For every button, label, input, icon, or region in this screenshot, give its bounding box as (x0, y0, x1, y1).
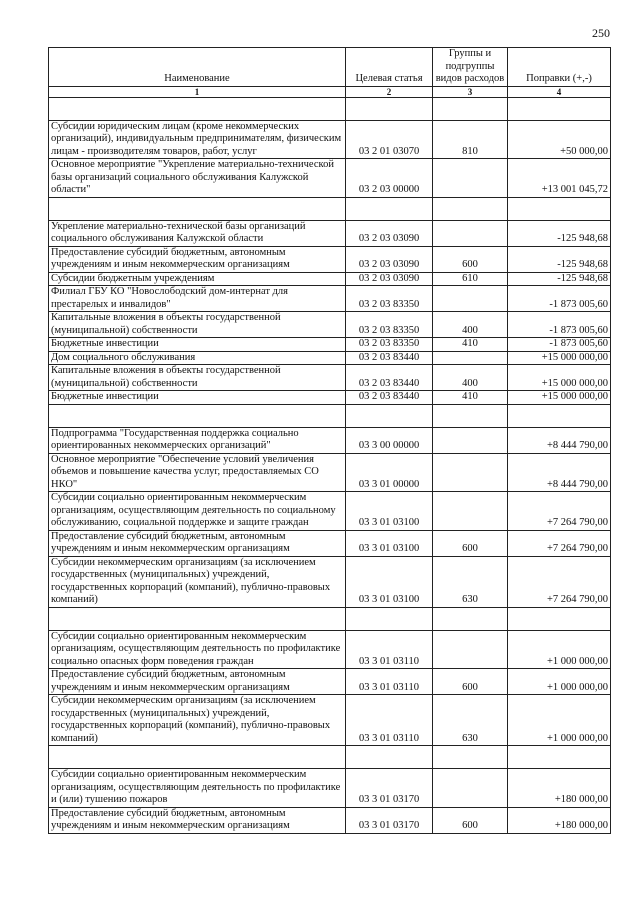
empty-cell (49, 197, 346, 220)
group-code-cell: 600 (433, 669, 508, 695)
name-cell: Субсидии юридическим лицам (кроме некоммерческих организаций), индивидуальным предпринимателям, физическим лицам - производителям товаров, работ, услуг (49, 120, 346, 159)
target-code-cell: 03 2 03 83440 (346, 351, 433, 365)
group-code-cell: 410 (433, 391, 508, 405)
group-code-cell: 600 (433, 807, 508, 833)
group-code-cell (433, 159, 508, 198)
group-code-cell: 410 (433, 338, 508, 352)
table-row (49, 453, 611, 492)
table-row (49, 769, 611, 808)
amount-cell: +50 000,00 (508, 120, 611, 159)
amount-cell: -1 873 005,60 (508, 338, 611, 352)
target-code-cell: 03 3 01 03100 (346, 492, 433, 531)
empty-cell (346, 746, 433, 769)
column-number: 2 (346, 86, 433, 97)
amount-cell: +1 000 000,00 (508, 669, 611, 695)
target-code-cell: 03 2 03 03090 (346, 246, 433, 272)
name-cell: Предоставление субсидий бюджетным, автономным учреждениям и иным некоммерческим организациям (49, 669, 346, 695)
column-number: 3 (433, 86, 508, 97)
name-cell: Основное мероприятие "Укрепление материально-технической базы организаций социального обслуживания Калужской области" (49, 159, 346, 198)
group-code-cell (433, 427, 508, 453)
amount-cell: -125 948,68 (508, 220, 611, 246)
group-code-cell: 600 (433, 530, 508, 556)
name-cell: Предоставление субсидий бюджетным, автономным учреждениям и иным некоммерческим организациям (49, 530, 346, 556)
target-code-cell: 03 3 01 03170 (346, 769, 433, 808)
column-number: 1 (49, 86, 346, 97)
group-code-cell: 400 (433, 312, 508, 338)
amount-cell: +15 000 000,00 (508, 351, 611, 365)
table-row (49, 492, 611, 531)
table-row (49, 338, 611, 352)
table-row (49, 630, 611, 669)
name-cell: Бюджетные инвестиции (49, 391, 346, 405)
target-code-cell: 03 3 01 03110 (346, 630, 433, 669)
empty-cell (346, 197, 433, 220)
group-code-cell: 630 (433, 695, 508, 746)
target-code-cell: 03 3 01 03110 (346, 669, 433, 695)
amount-cell: +15 000 000,00 (508, 365, 611, 391)
amount-cell: -125 948,68 (508, 246, 611, 272)
target-code-cell: 03 2 03 03090 (346, 272, 433, 286)
empty-cell (49, 607, 346, 630)
table-row (49, 365, 611, 391)
table-row (49, 695, 611, 746)
target-code-cell: 03 3 01 00000 (346, 453, 433, 492)
table-row (49, 351, 611, 365)
amount-cell: +7 264 790,00 (508, 556, 611, 607)
table-row (49, 530, 611, 556)
table-row (49, 246, 611, 272)
empty-cell (508, 746, 611, 769)
name-cell: Предоставление субсидий бюджетным, автономным учреждениям и иным некоммерческим организациям (49, 807, 346, 833)
empty-cell (433, 746, 508, 769)
amount-cell: +7 264 790,00 (508, 530, 611, 556)
page-number: 250 (592, 26, 610, 40)
amount-cell: +8 444 790,00 (508, 427, 611, 453)
table-row (49, 556, 611, 607)
empty-cell (508, 97, 611, 120)
header-target: Целевая статья (346, 48, 433, 87)
empty-cell (346, 404, 433, 427)
amount-cell: +7 264 790,00 (508, 492, 611, 531)
amount-cell: +15 000 000,00 (508, 391, 611, 405)
empty-cell (433, 97, 508, 120)
group-code-cell: 600 (433, 246, 508, 272)
target-code-cell: 03 2 03 83350 (346, 338, 433, 352)
spacer-row (49, 607, 611, 630)
name-cell: Дом социального обслуживания (49, 351, 346, 365)
spacer-row (49, 197, 611, 220)
amount-cell: +180 000,00 (508, 807, 611, 833)
name-cell: Основное мероприятие "Обеспечение условий увеличения объемов и повышение качества услуг, предоставляемых СО НКО" (49, 453, 346, 492)
target-code-cell: 03 2 03 83350 (346, 312, 433, 338)
empty-cell (433, 607, 508, 630)
name-cell: Филиал ГБУ КО "Новослободский дом-интернат для престарелых и инвалидов" (49, 286, 346, 312)
header-group: Группы и подгруппы видов расходов (433, 48, 508, 87)
name-cell: Предоставление субсидий бюджетным, автономным учреждениям и иным некоммерческим организациям (49, 246, 346, 272)
spacer-row (49, 404, 611, 427)
name-cell: Подпрограмма "Государственная поддержка социально ориентированных некоммерческих организаций" (49, 427, 346, 453)
table-row (49, 312, 611, 338)
target-code-cell: 03 3 01 03100 (346, 530, 433, 556)
empty-cell (508, 404, 611, 427)
table-row (49, 807, 611, 833)
header-amount: Поправки (+,-) (508, 48, 611, 87)
empty-cell (49, 97, 346, 120)
empty-cell (508, 197, 611, 220)
column-number-row (49, 86, 611, 97)
target-code-cell: 03 3 00 00000 (346, 427, 433, 453)
name-cell: Субсидии некоммерческим организациям (за исключением государственных (муниципальных) учреждений, государственных корпораций (компаний), публично-правовых компаний) (49, 556, 346, 607)
table-row (49, 272, 611, 286)
group-code-cell: 630 (433, 556, 508, 607)
target-code-cell: 03 3 01 03170 (346, 807, 433, 833)
amount-cell: -125 948,68 (508, 272, 611, 286)
table-row (49, 120, 611, 159)
amount-cell: -1 873 005,60 (508, 312, 611, 338)
group-code-cell (433, 351, 508, 365)
table-row (49, 669, 611, 695)
name-cell: Субсидии социально ориентированным некоммерческим организациям, осуществляющим деятельность по профилактике социально опасных форм поведения граждан (49, 630, 346, 669)
group-code-cell: 810 (433, 120, 508, 159)
spacer-row (49, 97, 611, 120)
table-row (49, 391, 611, 405)
name-cell: Субсидии социально ориентированным некоммерческим организациям, осуществляющим деятельность по социальному обслуживанию, социальной поддержке и защите граждан (49, 492, 346, 531)
name-cell: Бюджетные инвестиции (49, 338, 346, 352)
group-code-cell (433, 769, 508, 808)
name-cell: Капитальные вложения в объекты государственной (муниципальной) собственности (49, 365, 346, 391)
amount-cell: -1 873 005,60 (508, 286, 611, 312)
target-code-cell: 03 2 03 00000 (346, 159, 433, 198)
table-row (49, 220, 611, 246)
empty-cell (346, 607, 433, 630)
table-row (49, 427, 611, 453)
name-cell: Субсидии социально ориентированным некоммерческим организациям, осуществляющим деятельность по профилактике и (или) тушению пожаров (49, 769, 346, 808)
empty-cell (508, 607, 611, 630)
empty-cell (49, 746, 346, 769)
target-code-cell: 03 3 01 03110 (346, 695, 433, 746)
group-code-cell (433, 492, 508, 531)
amount-cell: +13 001 045,72 (508, 159, 611, 198)
table-header-row (49, 48, 611, 87)
table-row (49, 286, 611, 312)
name-cell: Субсидии бюджетным учреждениям (49, 272, 346, 286)
amount-cell: +180 000,00 (508, 769, 611, 808)
group-code-cell (433, 220, 508, 246)
empty-cell (49, 404, 346, 427)
empty-cell (346, 97, 433, 120)
amount-cell: +1 000 000,00 (508, 630, 611, 669)
budget-amendments-table (48, 47, 611, 834)
table-row (49, 159, 611, 198)
amount-cell: +8 444 790,00 (508, 453, 611, 492)
spacer-row (49, 746, 611, 769)
target-code-cell: 03 2 03 83350 (346, 286, 433, 312)
group-code-cell (433, 630, 508, 669)
target-code-cell: 03 2 01 03070 (346, 120, 433, 159)
empty-cell (433, 404, 508, 427)
column-number: 4 (508, 86, 611, 97)
target-code-cell: 03 2 03 83440 (346, 365, 433, 391)
target-code-cell: 03 3 01 03100 (346, 556, 433, 607)
amount-cell: +1 000 000,00 (508, 695, 611, 746)
group-code-cell (433, 286, 508, 312)
name-cell: Субсидии некоммерческим организациям (за исключением государственных (муниципальных) учреждений, государственных корпораций (компаний), публично-правовых компаний) (49, 695, 346, 746)
group-code-cell: 400 (433, 365, 508, 391)
target-code-cell: 03 2 03 03090 (346, 220, 433, 246)
target-code-cell: 03 2 03 83440 (346, 391, 433, 405)
group-code-cell: 610 (433, 272, 508, 286)
name-cell: Укрепление материально-технической базы организаций социального обслуживания Калужской области (49, 220, 346, 246)
header-name: Наименование (49, 48, 346, 87)
empty-cell (433, 197, 508, 220)
name-cell: Капитальные вложения в объекты государственной (муниципальной) собственности (49, 312, 346, 338)
group-code-cell (433, 453, 508, 492)
